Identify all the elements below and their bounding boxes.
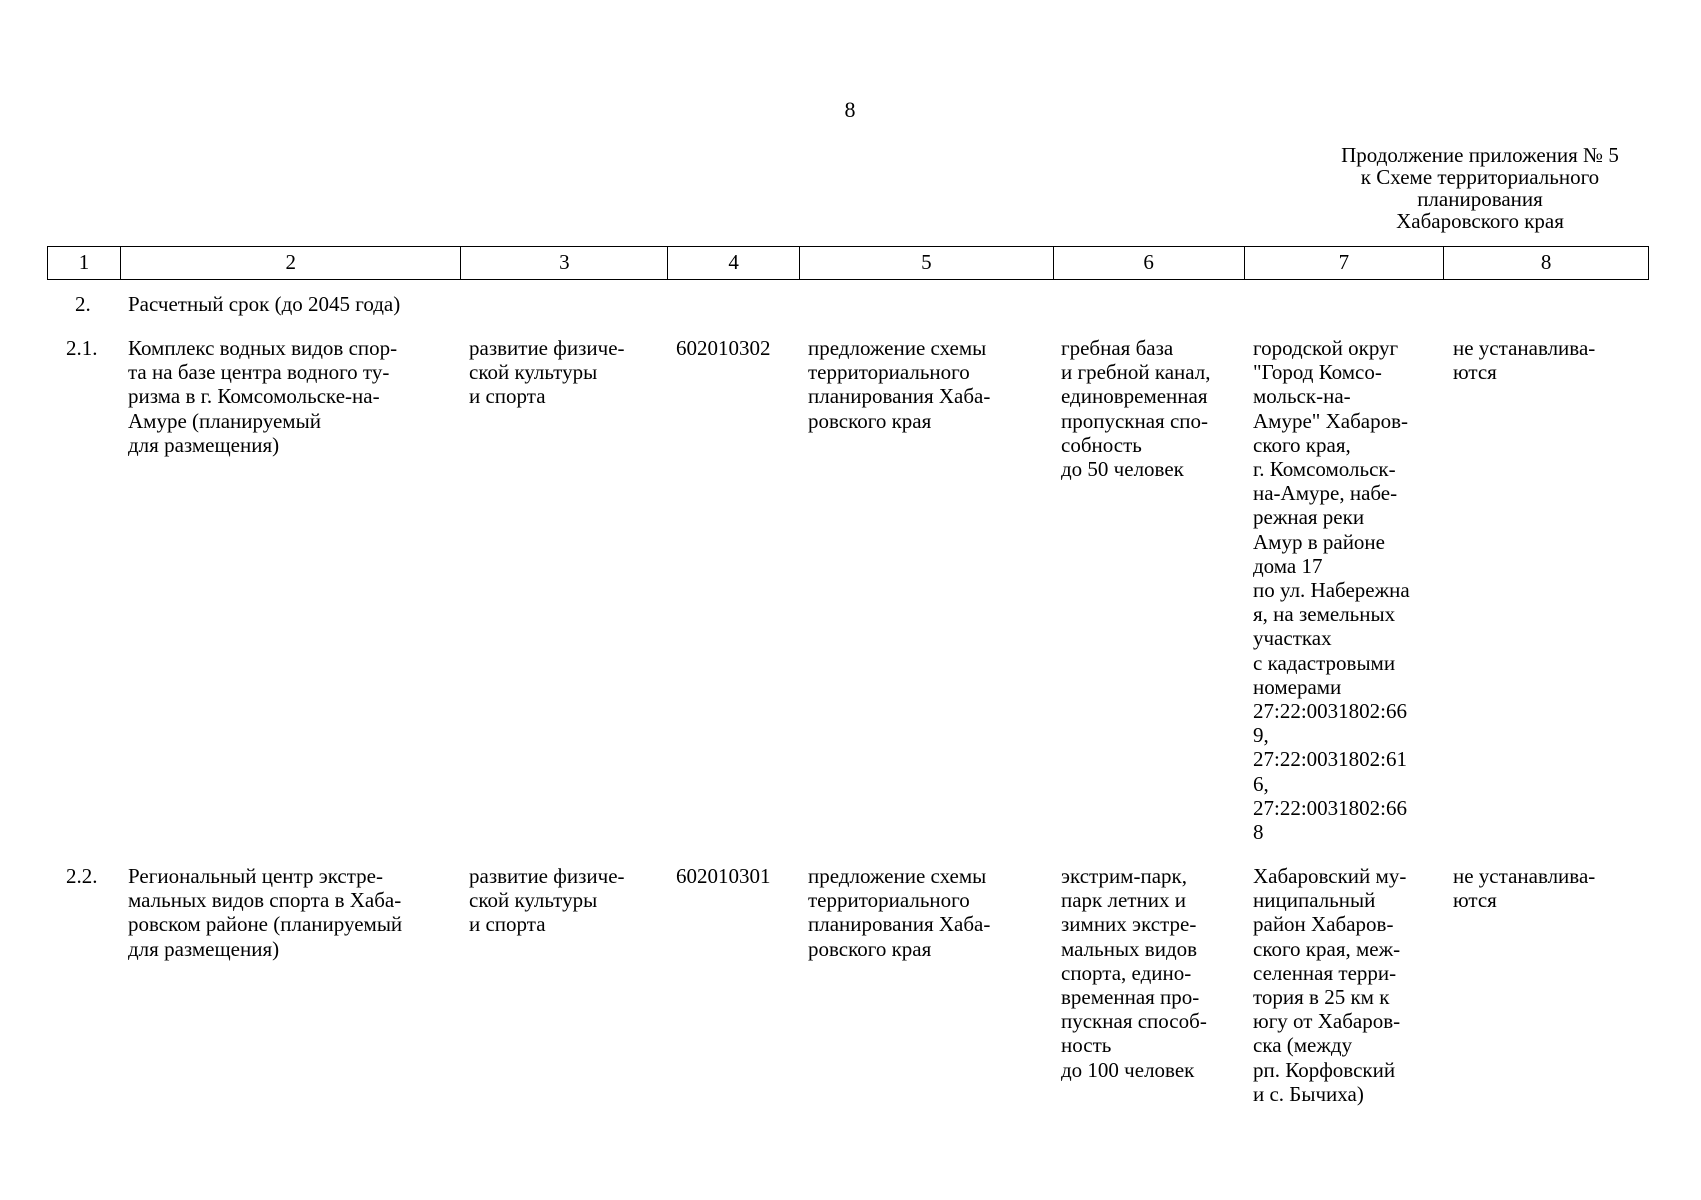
text-line: тория в 25 км к: [1253, 985, 1390, 1010]
text-line: по ул. Набережна: [1253, 578, 1410, 603]
text-line: номерами: [1253, 674, 1342, 699]
text-line: режная реки: [1253, 505, 1365, 530]
text-line: не устанавлива-: [1453, 336, 1596, 360]
text-line: я, на земельных: [1253, 602, 1396, 627]
text-line: 8: [1253, 820, 1264, 845]
text-line: 27:22:0031802:66: [1253, 699, 1408, 724]
text-line: до 50 человек: [1061, 457, 1184, 482]
text-line: и спорта: [469, 912, 546, 937]
text-line: ского края, меж-: [1253, 936, 1401, 961]
text-line: рп. Корфовский: [1253, 1057, 1396, 1082]
row-number: 2.2.: [66, 864, 98, 888]
object-code: 602010302: [676, 336, 771, 360]
text-line: предложение схемы: [808, 864, 987, 888]
characteristics: [1061, 864, 1207, 1082]
column-number-row: [47, 246, 1649, 280]
text-line: мольск-на-: [1253, 384, 1351, 409]
text-line: ской культуры: [469, 360, 598, 385]
location: [1253, 864, 1406, 1106]
text-line: предложение схемы: [808, 336, 987, 360]
text-line: территориального: [808, 888, 970, 913]
section-title: Расчетный срок (до 2045 года): [128, 292, 401, 316]
row-number: 2.1.: [66, 336, 98, 360]
text-line: экстрим-парк,: [1061, 864, 1187, 888]
text-line: ска (между: [1253, 1033, 1353, 1058]
zones: [1453, 336, 1595, 384]
text-line: до 100 человек: [1061, 1057, 1195, 1082]
appendix-note-line: планирования: [1417, 187, 1543, 211]
purpose: [469, 864, 625, 937]
text-line: ниципальный: [1253, 888, 1376, 913]
text-line: парк летних и: [1061, 888, 1186, 913]
text-line: и гребной канал,: [1061, 360, 1211, 385]
text-line: развитие физиче-: [469, 864, 625, 888]
appendix-note: [1280, 144, 1680, 232]
text-line: спорта, едино-: [1061, 960, 1192, 985]
text-line: городской округ: [1253, 336, 1399, 360]
text-line: Региональный центр экстре-: [128, 864, 383, 888]
text-line: не устанавлива-: [1453, 864, 1596, 888]
section-number: 2.: [75, 292, 91, 316]
text-line: Комплекс водных видов спор-: [128, 336, 398, 360]
text-line: Амуре (планируемый: [128, 408, 321, 433]
column-number-1: 1: [48, 247, 121, 279]
text-line: для размещения): [128, 432, 280, 457]
text-line: ровского края: [808, 936, 932, 961]
column-number-6: 6: [1054, 247, 1245, 279]
text-line: планирования Хаба-: [808, 912, 991, 937]
text-line: г. Комсомольск-: [1253, 457, 1396, 482]
appendix-note-line: Продолжение приложения № 5: [1341, 143, 1619, 167]
text-line: 27:22:0031802:66: [1253, 795, 1408, 820]
text-line: Амур в районе: [1253, 529, 1385, 554]
appendix-note-line: к Схеме территориального: [1360, 165, 1600, 189]
basis: [808, 336, 990, 433]
text-line: ской культуры: [469, 888, 598, 913]
text-line: участках: [1253, 626, 1332, 651]
text-line: единовременная: [1061, 384, 1208, 409]
purpose: [469, 336, 625, 409]
column-number-2: 2: [121, 247, 462, 279]
text-line: район Хабаров-: [1253, 912, 1394, 937]
text-line: гребная база: [1061, 336, 1174, 360]
appendix-note-line: Хабаровского края: [1396, 209, 1564, 233]
object-code: 602010301: [676, 864, 771, 888]
text-line: зимних экстре-: [1061, 912, 1197, 937]
text-line: ются: [1453, 360, 1497, 385]
text-line: дома 17: [1253, 553, 1323, 578]
characteristics: [1061, 336, 1211, 481]
text-line: 6,: [1253, 771, 1269, 796]
text-line: временная про-: [1061, 985, 1200, 1010]
text-line: собность: [1061, 432, 1142, 457]
text-line: та на базе центра водного ту-: [128, 360, 390, 385]
text-line: "Город Комсо-: [1253, 360, 1382, 385]
text-line: Хабаровский му-: [1253, 864, 1407, 888]
text-line: мальных видов спорта в Хаба-: [128, 888, 402, 913]
text-line: с кадастровыми: [1253, 650, 1396, 675]
text-line: и спорта: [469, 384, 546, 409]
basis: [808, 864, 990, 961]
location: [1253, 336, 1410, 844]
text-line: на-Амуре, набе-: [1253, 481, 1398, 506]
text-line: пускная способ-: [1061, 1009, 1207, 1034]
column-number-5: 5: [800, 247, 1054, 279]
text-line: планирования Хаба-: [808, 384, 991, 409]
text-line: ются: [1453, 888, 1497, 913]
text-line: югу от Хабаров-: [1253, 1009, 1401, 1034]
object-name: [128, 864, 402, 961]
text-line: ровского края: [808, 408, 932, 433]
text-line: ность: [1061, 1033, 1112, 1058]
column-number-8: 8: [1540, 250, 1552, 274]
column-number-4: 4: [668, 247, 800, 279]
column-number-7: 7: [1245, 247, 1445, 279]
text-line: Амуре" Хабаров-: [1253, 408, 1408, 433]
text-line: мальных видов: [1061, 936, 1198, 961]
text-line: территориального: [808, 360, 970, 385]
text-line: селенная терри-: [1253, 960, 1397, 985]
text-line: ского края,: [1253, 432, 1351, 457]
text-line: развитие физиче-: [469, 336, 625, 360]
text-line: и с. Бычиха): [1253, 1081, 1364, 1106]
page-number: 8: [844, 97, 856, 122]
text-line: ризма в г. Комсомольске-на-: [128, 384, 380, 409]
text-line: пропускная спо-: [1061, 408, 1209, 433]
text-line: 9,: [1253, 723, 1269, 748]
text-line: 27:22:0031802:61: [1253, 747, 1408, 772]
column-number-3: 3: [461, 247, 668, 279]
text-line: для размещения): [128, 936, 280, 961]
object-name: [128, 336, 397, 457]
zones: [1453, 864, 1595, 912]
text-line: ровском районе (планируемый: [128, 912, 403, 937]
